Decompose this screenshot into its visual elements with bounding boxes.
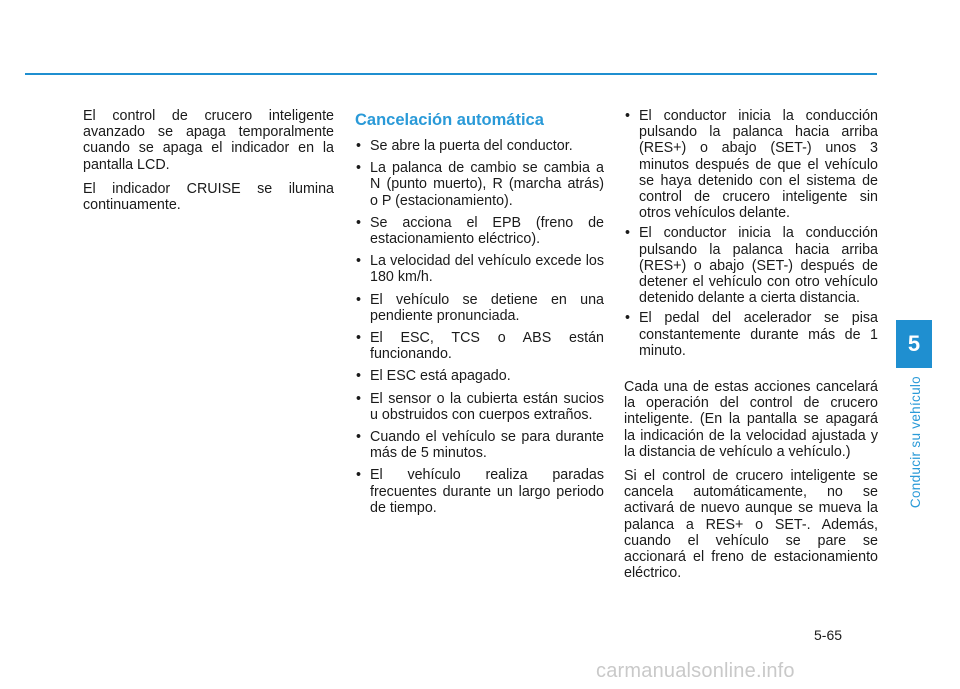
list-item: • El ESC está apagado. (355, 368, 604, 384)
column-1 (83, 108, 334, 221)
column-2 (355, 111, 604, 522)
list-item: • La velocidad del vehículo excede los 180 km/h. (355, 253, 604, 285)
column-3 (624, 108, 878, 589)
list-item: • El vehículo realiza paradas frecuentes durante un largo periodo de tiempo. (355, 467, 604, 516)
list-item: • El conductor inicia la conducción pulsando la palanca hacia arriba (RES+) o abajo (SET-) después de detener el vehículo con otro vehículo detenido delante a cierta distancia. (624, 225, 878, 306)
list-item: • Se abre la puerta del conductor. (355, 138, 604, 154)
list-item: • El vehículo se detiene en una pendiente pronunciada. (355, 292, 604, 324)
list-item: • La palanca de cambio se cambia a N (punto muerto), R (marcha atrás) o P (estacionamiento). (355, 160, 604, 209)
watermark: carmanualsonline.info (596, 660, 795, 682)
list-item: • El ESC, TCS o ABS están funcionando. (355, 330, 604, 362)
paragraph: Si el control de crucero inteligente se cancela automáticamente, no se activará de nuevo aunque se mueva la palanca a RES+ o SET-. Además, cuando el vehículo se pare se accionará el freno de estacionamiento eléctrico. (624, 468, 878, 582)
header-rule (25, 73, 877, 75)
chapter-tab: 5 (896, 320, 932, 368)
list-item: • Se acciona el EPB (freno de estacionamiento eléctrico). (355, 215, 604, 247)
driver-actions-list (624, 108, 878, 359)
section-title: Cancelación automática (355, 111, 544, 129)
list-item: • El pedal del acelerador se pisa constantemente durante más de 1 minuto. (624, 310, 878, 359)
chapter-label (904, 372, 926, 512)
paragraph: Cada una de estas acciones cancelará la operación del control de crucero inteligente. (En la pantalla se apagará la indicación de la velocidad ajustada y la distancia de vehículo a vehículo.) (624, 379, 878, 460)
paragraph: El indicador CRUISE se ilumina continuamente. (83, 180, 334, 214)
list-item: • El sensor o la cubierta están sucios u obstruidos con cuerpos extraños. (355, 391, 604, 423)
chapter-title: Conducir su vehículo (907, 375, 923, 509)
list-item: • El conductor inicia la conducción pulsando la palanca hacia arriba (RES+) o abajo (SET-) unos 3 minutos después de que el vehículo se haya detenido con el sistema de control de crucero inteligente sin otros vehículos delante. (624, 108, 878, 221)
list-item: • Cuando el vehículo se para durante más de 5 minutos. (355, 429, 604, 461)
page-number: 5-65 (814, 627, 843, 643)
paragraph: El control de crucero inteligente avanzado se apaga temporalmente cuando se apaga el indicador en la pantalla LCD. (83, 108, 334, 173)
cancel-conditions-list (355, 138, 604, 516)
